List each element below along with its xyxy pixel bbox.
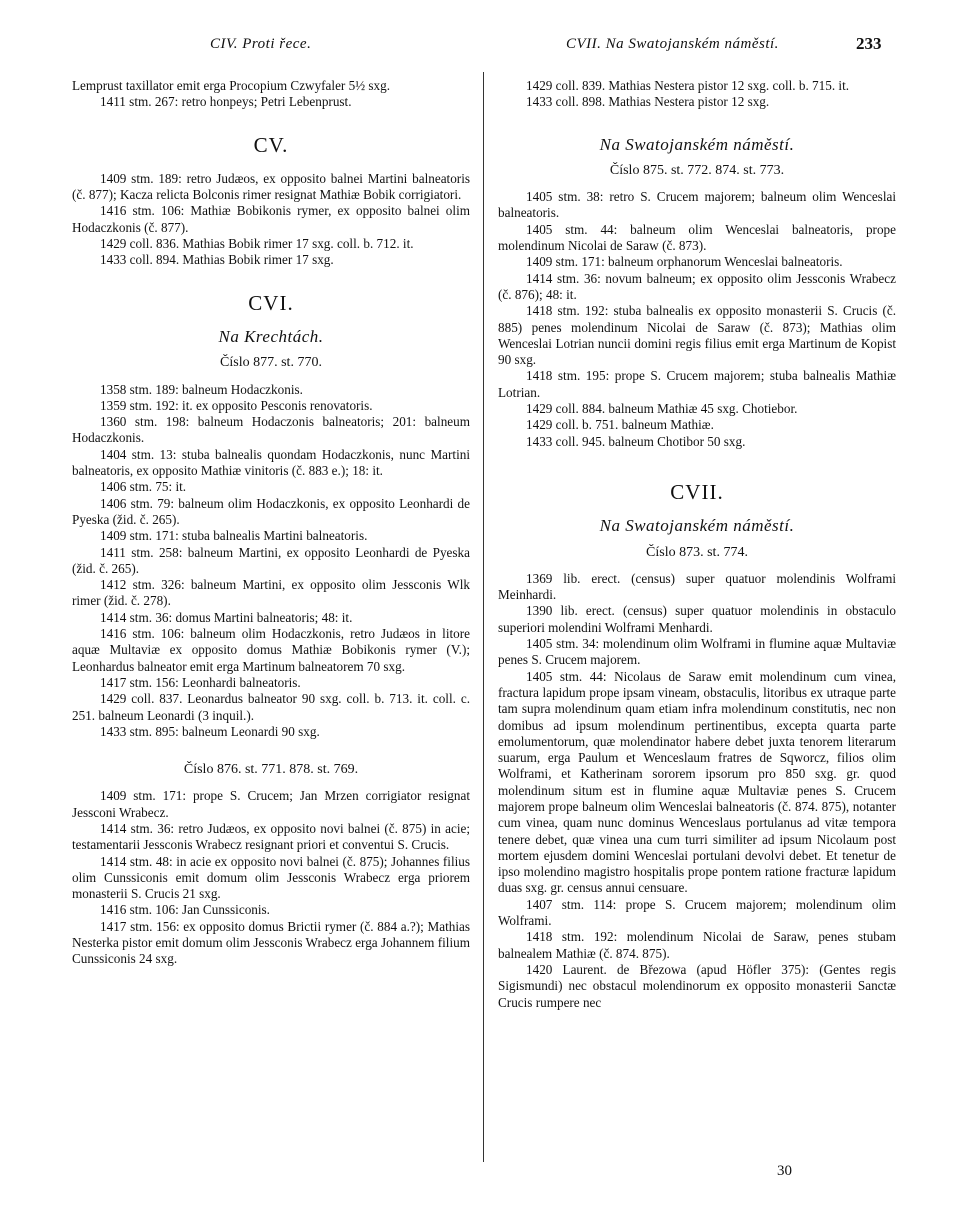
- running-header-left: CIV. Proti řece.: [210, 36, 312, 52]
- house-number-heading: Číslo 875. st. 772. 874. st. 773.: [609, 162, 785, 178]
- location-heading: Na Swatojanském náměstí.: [599, 134, 795, 154]
- paragraph: 1414 stm. 48: in acie ex opposito novi balnei (č. 875); Johannes filius olim Cunssiconis emit domum olim Jessconis Wrabecz erga priorem monasterii S. Crucis 21 sxg.: [72, 853, 470, 902]
- house-number-heading: Číslo 876. st. 771. 878. st. 769.: [183, 762, 359, 778]
- page-number: 233: [856, 34, 882, 53]
- section-title-cv: CV.: [253, 132, 289, 157]
- location-heading: Na Swatojanském náměstí.: [599, 516, 795, 536]
- paragraph: 1417 stm. 156: Leonhardi balneatoris.: [100, 674, 301, 690]
- paragraph: 1433 coll. 894. Mathias Bobik rimer 17 sxg.: [100, 252, 334, 268]
- paragraph: 1405 stm. 44: balneum olim Wenceslai balneatoris, prope molendinum Nicolai de Saraw (č. 873).: [498, 221, 896, 254]
- paragraph: 1429 coll. 836. Mathias Bobik rimer 17 sxg. coll. b. 712. it.: [100, 236, 414, 252]
- paragraph: 1369 lib. erect. (census) super quatuor molendinis Wolframi Meinhardi.: [498, 570, 896, 603]
- paragraph: 1433 stm. 895: balneum Leonardi 90 sxg.: [100, 723, 320, 739]
- paragraph: 1359 stm. 192: it. ex opposito Pesconis renovatoris.: [100, 397, 373, 413]
- paragraph: 1411 stm. 267: retro honpeys; Petri Lebenprust.: [100, 94, 352, 110]
- paragraph: 1409 stm. 171: prope S. Crucem; Jan Mrzen corrigiator resignat Jessconi Wrabecz.: [72, 788, 470, 820]
- paragraph: 1405 stm. 44: Nicolaus de Saraw emit molendinum cum vinea, fractura lapidum prope ipsam vineam, obstaculis, litoribus ex utraque parte tam supra molendinum quam etiam infra molendinum constitutis, nec non domibus ad ipsum molendinum pertinentibus, excepta quarta parte emolumentorum, quæ molendinator habere debet juxta tenorem literarum suarum, erga Paulum et Wenceslaum fratres de Sqworcz, filios olim Wolframi, et Katherinam sororem ipsorum pro 850 sxg. gr. quod molendinum situm est in flumine aquæ Multaviæ penes S. Crucem majorem prope balneum olim Wenceslai balneatoris (č. 874. 875), notanter cum vinea, quam nunc dominus Wenceslaus portulanus ad vitæ tempora tenere debet, quæ vinea una cum turri similiter ad ipsum Nicolaum post mortem ejusdem domini Wenceslai portulani devolvi debet. Et tenetur de ipso molendino magistro hospitalis prope pontem ratione fracturæ lapidum duas sxg. gr. census annui censuare.: [498, 668, 896, 896]
- paragraph: 1429 coll. b. 751. balneum Mathiæ.: [526, 417, 714, 433]
- paragraph: 1433 coll. 945. balneum Chotibor 50 sxg.: [526, 433, 746, 449]
- paragraph: 1409 stm. 171: stuba balnealis Martini balneatoris.: [100, 528, 368, 544]
- paragraph: 1420 Laurent. de Březowa (apud Höfler 375): (Gentes regis Sigismundi) nec obstacul molendinorum ex opposito monasterii Sanctæ Crucis rumpere nec: [498, 961, 896, 1010]
- paragraph: 1429 coll. 884. balneum Mathiæ 45 sxg. Chotiebor.: [526, 401, 798, 417]
- paragraph: 1414 stm. 36: retro Judæos, ex opposito novi balnei (č. 875) in acie; testamentarii Jessconis Wrabecz resignant priori et conventui S. Crucis.: [72, 820, 470, 853]
- paragraph: 1416 stm. 106: Jan Cunssiconis.: [100, 902, 270, 918]
- paragraph: 1390 lib. erect. (census) super quatuor molendinis in obstaculo superiori molendini Wolframi Menhardi.: [498, 603, 896, 635]
- paragraph: 1414 stm. 36: domus Martini balneatoris; 48: it.: [100, 609, 353, 625]
- paragraph: 1416 stm. 106: balneum olim Hodaczkonis, retro Judæos in litore aquæ Multaviæ ex opposito domus Mathiæ Bobikonis rymer (V.); Leonhardus balneator emit erga Martinum balneatorem 70 sxg.: [72, 626, 470, 674]
- paragraph: 1414 stm. 36: novum balneum; ex opposito olim Jessconis Wrabecz (č. 876); 48: it.: [498, 270, 896, 302]
- paragraph: 1412 stm. 326: balneum Martini, ex opposito olim Jessconis Wlk rimer (žid. č. 278).: [72, 577, 470, 609]
- house-number-heading: Číslo 877. st. 770.: [220, 355, 322, 371]
- section-title-cvii: CVII.: [670, 479, 724, 504]
- running-header-right: CVII. Na Swatojanském náměstí.: [566, 36, 779, 52]
- paragraph: 1411 stm. 258: balneum Martini, ex opposito Leonhardi de Pyeska (žid. č. 265).: [72, 544, 470, 576]
- column-divider: [483, 72, 484, 1162]
- paragraph: 1405 stm. 38: retro S. Crucem majorem; balneum olim Wenceslai balneatoris.: [498, 189, 896, 221]
- signature-mark: 30: [777, 1163, 792, 1179]
- paragraph: 1407 stm. 114: prope S. Crucem majorem; molendinum olim Wolframi.: [498, 896, 896, 929]
- paragraph: 1417 stm. 156: ex opposito domus Brictii rymer (č. 884 a.?); Mathias Nesterka pistor emit domum olim Jessconis Wrabecz erga Johannem filium Cunssiconis 24 sxg.: [72, 918, 470, 967]
- paragraph: 1405 stm. 34: molendinum olim Wolframi in flumine aquæ Multaviæ penes S. Crucem majorem.: [498, 636, 896, 668]
- paragraph: 1418 stm. 192: molendinum Nicolai de Saraw, penes stubam balnealem Mathiæ (č. 874. 875).: [498, 929, 896, 961]
- paragraph: 1404 stm. 13: stuba balnealis quondam Hodaczkonis, nunc Martini balneatoris, ex opposito Mathiæ vinitoris (č. 883 e.); 18: it.: [72, 446, 470, 479]
- paragraph: Lemprust taxillator emit erga Procopium Czwyfaler 5½ sxg.: [72, 78, 391, 93]
- paragraph: 1360 stm. 198: balneum Hodaczonis balneatoris; 201: balneum Hodaczkonis.: [72, 414, 470, 446]
- paragraph: 1409 stm. 189: retro Judæos, ex opposito balnei Martini balneatoris (č. 877); Kacza relicta Bolconis rimer resignat Mathiæ Bobik corrigiatori.: [72, 170, 470, 203]
- paragraph: 1429 coll. 839. Mathias Nestera pistor 12 sxg. coll. b. 715. it.: [526, 78, 850, 93]
- paragraph: 1358 stm. 189: balneum Hodaczkonis.: [100, 381, 303, 397]
- paragraph: 1418 stm. 192: stuba balnealis ex opposito monasterii S. Crucis (č. 885) penes molendinum Nicolai de Saraw (č. 873); Mathias olim Wenceslai Lotrian nuncii domini regis filius emit erga Martinum de Kopist 90 sxg.: [498, 303, 896, 368]
- paragraph: 1409 stm. 171: balneum orphanorum Wenceslai balneatoris.: [526, 254, 843, 270]
- paragraph: 1429 coll. 837. Leonardus balneator 90 sxg. coll. b. 713. it. coll. c. 251. balneum Leonardi (3 inquil.).: [72, 691, 470, 723]
- paragraph: 1433 coll. 898. Mathias Nestera pistor 12 sxg.: [526, 94, 770, 110]
- right-column: [498, 78, 896, 1011]
- location-heading: Na Krechtách.: [218, 326, 324, 346]
- section-title-cvi: CVI.: [248, 290, 294, 315]
- left-column: [72, 78, 470, 968]
- paragraph: 1416 stm. 106: Mathiæ Bobikonis rymer, ex opposito balnei olim Hodaczkonis (č. 877).: [72, 203, 470, 235]
- paragraph: 1406 stm. 79: balneum olim Hodaczkonis, ex opposito Leonhardi de Pyeska (žid. č. 265).: [72, 495, 470, 527]
- paragraph: 1418 stm. 195: prope S. Crucem majorem; stuba balnealis Mathiæ Lotrian.: [498, 368, 896, 400]
- house-number-heading: Číslo 873. st. 774.: [646, 544, 748, 560]
- paragraph: 1406 stm. 75: it.: [100, 479, 187, 495]
